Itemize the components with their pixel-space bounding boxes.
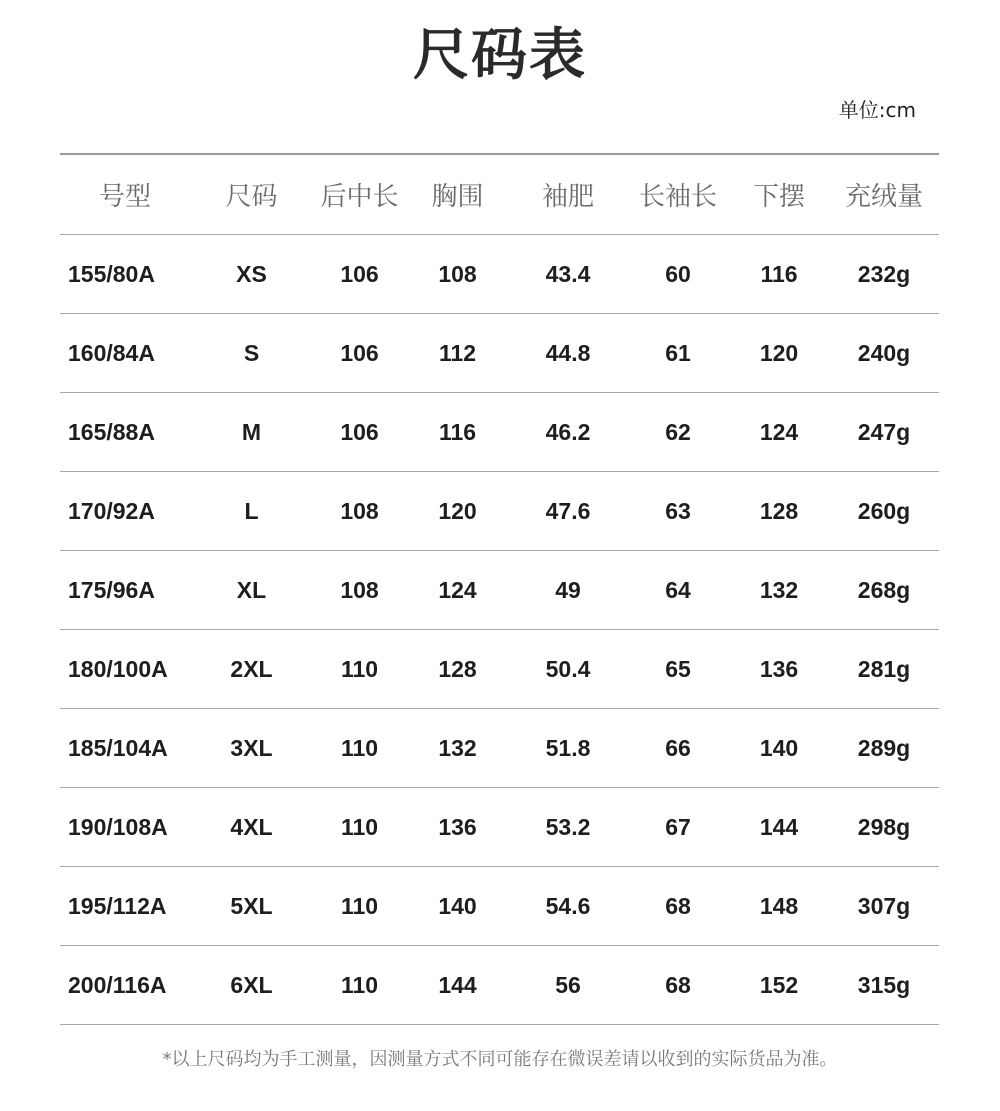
unit-label: 单位:cm: [838, 98, 916, 122]
cell-hem: 148: [759, 892, 799, 919]
table-row: [60, 788, 939, 867]
cell-sleeve-width: 54.6: [545, 892, 591, 919]
table-row: [60, 709, 939, 788]
table-row: [60, 867, 939, 946]
header-cell-chest: 胸围: [431, 182, 484, 212]
cell-back-length: 110: [340, 734, 379, 761]
cell-back-length: 110: [340, 655, 379, 682]
cell-model: 180/100A: [68, 655, 168, 682]
cell-sleeve-length: 67: [665, 813, 691, 840]
cell-chest: 132: [438, 734, 477, 761]
table-row: [60, 630, 939, 709]
cell-down-fill: 289g: [857, 734, 911, 761]
cell-sleeve-width: 51.8: [545, 734, 591, 761]
cell-back-length: 108: [340, 497, 379, 524]
cell-model: 165/88A: [68, 418, 155, 445]
cell-down-fill: 298g: [857, 813, 911, 840]
cell-hem: 124: [759, 418, 799, 445]
cell-model: 195/112A: [68, 892, 167, 919]
cell-sleeve-width: 44.8: [545, 339, 591, 366]
cell-sleeve-width: 56: [555, 971, 581, 998]
page-title: 尺码表: [413, 23, 587, 88]
cell-chest: 120: [438, 497, 477, 524]
footnote: *以上尺码均为手工测量，因测量方式不同可能存在微误差请以收到的实际货品为准。: [162, 1049, 838, 1070]
table-row: [60, 472, 939, 551]
table-row: [60, 235, 939, 314]
cell-model: 185/104A: [68, 734, 168, 761]
cell-size: 4XL: [230, 813, 273, 840]
cell-sleeve-length: 63: [665, 497, 691, 524]
table-row: [60, 314, 939, 393]
cell-chest: 116: [438, 418, 477, 445]
cell-size: S: [243, 339, 260, 366]
cell-back-length: 110: [340, 892, 379, 919]
cell-hem: 120: [759, 339, 799, 366]
cell-chest: 128: [438, 655, 477, 682]
cell-chest: 108: [438, 260, 477, 287]
cell-back-length: 106: [340, 418, 379, 445]
cell-down-fill: 247g: [857, 418, 911, 445]
cell-down-fill: 240g: [857, 339, 911, 366]
cell-size: 6XL: [230, 971, 273, 998]
cell-model: 190/108A: [68, 813, 168, 840]
cell-chest: 144: [438, 971, 477, 998]
cell-hem: 136: [759, 655, 799, 682]
cell-sleeve-length: 61: [665, 339, 691, 366]
cell-hem: 116: [760, 260, 798, 287]
table-row: [60, 551, 939, 630]
header-cell-back-length: 后中长: [320, 182, 399, 212]
cell-size: XL: [236, 576, 267, 603]
cell-hem: 144: [759, 813, 799, 840]
cell-size: 3XL: [230, 734, 273, 761]
cell-sleeve-length: 68: [665, 971, 691, 998]
cell-chest: 124: [438, 576, 477, 603]
header-cell-model: 号型: [98, 182, 151, 212]
cell-hem: 152: [759, 971, 799, 998]
cell-sleeve-width: 43.4: [545, 260, 591, 287]
cell-back-length: 108: [340, 576, 379, 603]
table-header-row: [60, 155, 939, 235]
cell-sleeve-width: 46.2: [545, 418, 591, 445]
cell-sleeve-length: 60: [665, 260, 691, 287]
table-row: [60, 946, 939, 1025]
cell-sleeve-width: 53.2: [545, 813, 591, 840]
cell-model: 175/96A: [68, 576, 155, 603]
cell-size: 2XL: [230, 655, 273, 682]
cell-sleeve-length: 66: [665, 734, 691, 761]
cell-size: 5XL: [230, 892, 273, 919]
cell-back-length: 110: [340, 813, 379, 840]
header-cell-sleeve-width: 袖肥: [541, 182, 594, 212]
cell-sleeve-width: 50.4: [545, 655, 591, 682]
cell-chest: 136: [438, 813, 477, 840]
size-table: [60, 153, 939, 1025]
cell-model: 200/116A: [68, 971, 167, 998]
cell-sleeve-length: 64: [665, 576, 691, 603]
cell-model: 170/92A: [68, 497, 155, 524]
cell-hem: 128: [759, 497, 799, 524]
cell-sleeve-length: 68: [665, 892, 691, 919]
cell-model: 155/80A: [68, 260, 155, 287]
header-cell-down-fill: 充绒量: [844, 182, 923, 212]
cell-sleeve-width: 49: [555, 576, 581, 603]
cell-down-fill: 260g: [857, 497, 911, 524]
cell-down-fill: 268g: [857, 576, 911, 603]
cell-size: XS: [236, 260, 267, 287]
cell-back-length: 110: [340, 971, 379, 998]
cell-hem: 132: [759, 576, 799, 603]
header-cell-size: 尺码: [225, 182, 278, 212]
cell-down-fill: 307g: [857, 892, 911, 919]
header-cell-hem: 下摆: [752, 182, 805, 212]
cell-back-length: 106: [340, 339, 379, 366]
cell-hem: 140: [759, 734, 799, 761]
cell-size: L: [244, 497, 259, 524]
table-body: [60, 235, 939, 1025]
cell-size: M: [241, 418, 262, 445]
cell-sleeve-length: 65: [665, 655, 691, 682]
table-row: [60, 393, 939, 472]
cell-back-length: 106: [340, 260, 379, 287]
cell-down-fill: 232g: [857, 260, 911, 287]
header-cell-sleeve-length: 长袖长: [638, 182, 717, 212]
cell-down-fill: 315g: [857, 971, 911, 998]
cell-model: 160/84A: [68, 339, 155, 366]
cell-down-fill: 281g: [857, 655, 911, 682]
cell-chest: 140: [438, 892, 477, 919]
cell-sleeve-width: 47.6: [545, 497, 591, 524]
cell-chest: 112: [438, 339, 477, 366]
cell-sleeve-length: 62: [665, 418, 691, 445]
